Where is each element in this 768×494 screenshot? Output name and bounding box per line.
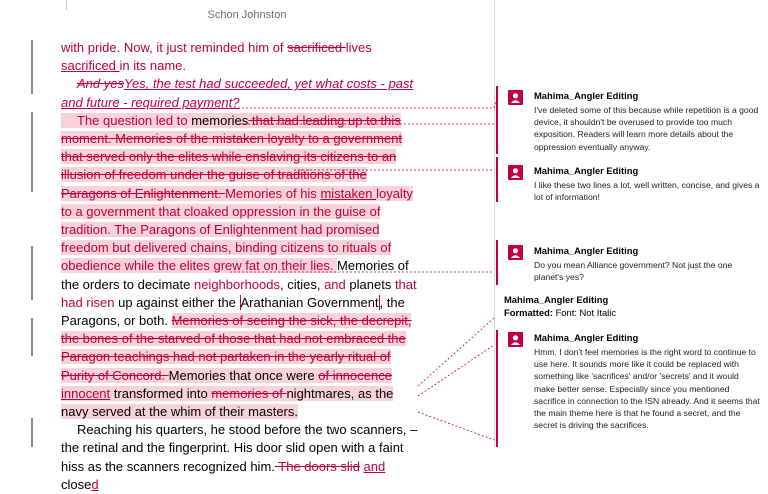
comment-bar: [496, 157, 498, 202]
change-bar: [31, 40, 33, 94]
paragraph-4: Reaching his quarters, he stood before the two scanners, – the retinal and the fingerprint. His door slid open with a faint hiss as the scanners recognized him. The doors slid and closed: [61, 422, 418, 492]
comment-1[interactable]: [508, 89, 762, 153]
deleted-text: of innocence: [318, 367, 392, 383]
inserted-text: innocent: [61, 385, 111, 401]
paragraph-2: [61, 75, 423, 111]
comment-author: Mahima_Angler Editing: [534, 332, 639, 343]
deleted-text: The doors slid: [274, 458, 360, 474]
comment-anchor-text: memories: [191, 112, 249, 128]
format-change-author: Mahima_Angler Editing: [504, 294, 609, 305]
inserted-text: and: [363, 458, 386, 474]
format-change-note[interactable]: [504, 293, 616, 319]
change-bar: [31, 246, 33, 300]
comment-2[interactable]: [508, 164, 762, 204]
comment-text: I've deleted some of this because while repetition is a good device, it shouldn't be overused to provide too much exposition. Readers will learn more details about the oppression eventually anyway.: [534, 105, 759, 152]
comment-bar: [496, 86, 498, 154]
change-bar: [31, 318, 33, 356]
paragraph-1: with pride. Now, it just reminded him of sacrificed lives sacrificed in its name.: [61, 40, 372, 74]
deleted-text: sacrificed: [287, 40, 346, 55]
comment-text: Do you mean Alliance government? Not just the one planet's yes?: [534, 260, 733, 283]
comment-text: I like these two lines a lot, well written, concise, and gives a lot of information!: [534, 180, 760, 203]
header-author: Schon Johnston: [207, 9, 287, 21]
document-body[interactable]: [61, 39, 423, 494]
user-avatar-icon: [508, 332, 523, 347]
paragraph-3: The question led to memories that had leading up to this moment. Memories of the mistaken loyalty to a government that served only the elites while enslaving its citizens to an illusion of freedom under the guise of traditions of the Paragons of Enlightenment. Memories of his mistaken loyalty to a government that cloaked oppression in the guise of tradition. The Paragons of Enlightenment had promised freedom but delivered chains, binding citizens to rituals of obedience while the elites grew fat on their lies. Memories of the orders to decimate neighborhoods, cities, and planets that had risen up against either the Arathanian Government, the Paragons, or both. Memories of seeing the sick, the decrepit, the bones of the starved of those that had not embraced the Paragon teachings had not partaken in the yearly ritual of Purity of Concord. Memories that once were of innocence innocent transformed into memories of nightmares, as the navy served at the whim of their masters.: [61, 112, 417, 420]
comment-bar: [496, 240, 498, 285]
comment-text: Hmm. I don't feel memories is the right word to continue to use here. It sounds more like it could be replaced with something like 'sacrifices' and/or 'secrets' and it would make better sense. Especially since you mentioned sacrifice in connection to the ISN already. And it seems that the main theme here is that he found a secret, and the secret is driving the sacrifices.: [534, 347, 760, 431]
user-avatar-icon: [508, 90, 523, 105]
deleted-text: memories of: [211, 385, 287, 401]
deleted-text: Memories of seeing the sick, the decrepit, the bones of the starved of those that had not embraced the Paragon teachings had not partaken in the yearly ritual of Purity of Concord.: [61, 313, 412, 383]
inserted-text: sacrificed: [61, 58, 120, 74]
change-bar: [31, 112, 33, 192]
comment-author: Mahima_Angler Editing: [534, 165, 639, 176]
deleted-text: that had leading up to this moment. Memories of the mistaken loyalty to a government that served only the elites while enslaving its citizens to an illusion of freedom under the guise of traditions of the Paragons of Enlightenment.: [61, 112, 403, 201]
inserted-text: mistaken: [320, 185, 377, 201]
inserted-text: Yes, the test had succeeded, yet what costs - past and future - required payment?: [61, 76, 414, 110]
comment-author: Mahima_Angler Editing: [534, 245, 639, 256]
user-avatar-icon: [508, 165, 523, 180]
format-change-detail: Formatted: Font: Not Italic: [504, 307, 617, 318]
deleted-text: And yes: [77, 76, 124, 92]
comment-3[interactable]: [508, 244, 762, 284]
comment-bar: [496, 330, 498, 447]
user-avatar-icon: [508, 245, 523, 260]
inserted-text: d: [91, 476, 99, 492]
change-bar: [31, 418, 33, 447]
comment-anchor-text: Arathanian Government: [240, 294, 379, 310]
comment-author: Mahima_Angler Editing: [534, 90, 639, 101]
comment-4[interactable]: [508, 331, 762, 447]
